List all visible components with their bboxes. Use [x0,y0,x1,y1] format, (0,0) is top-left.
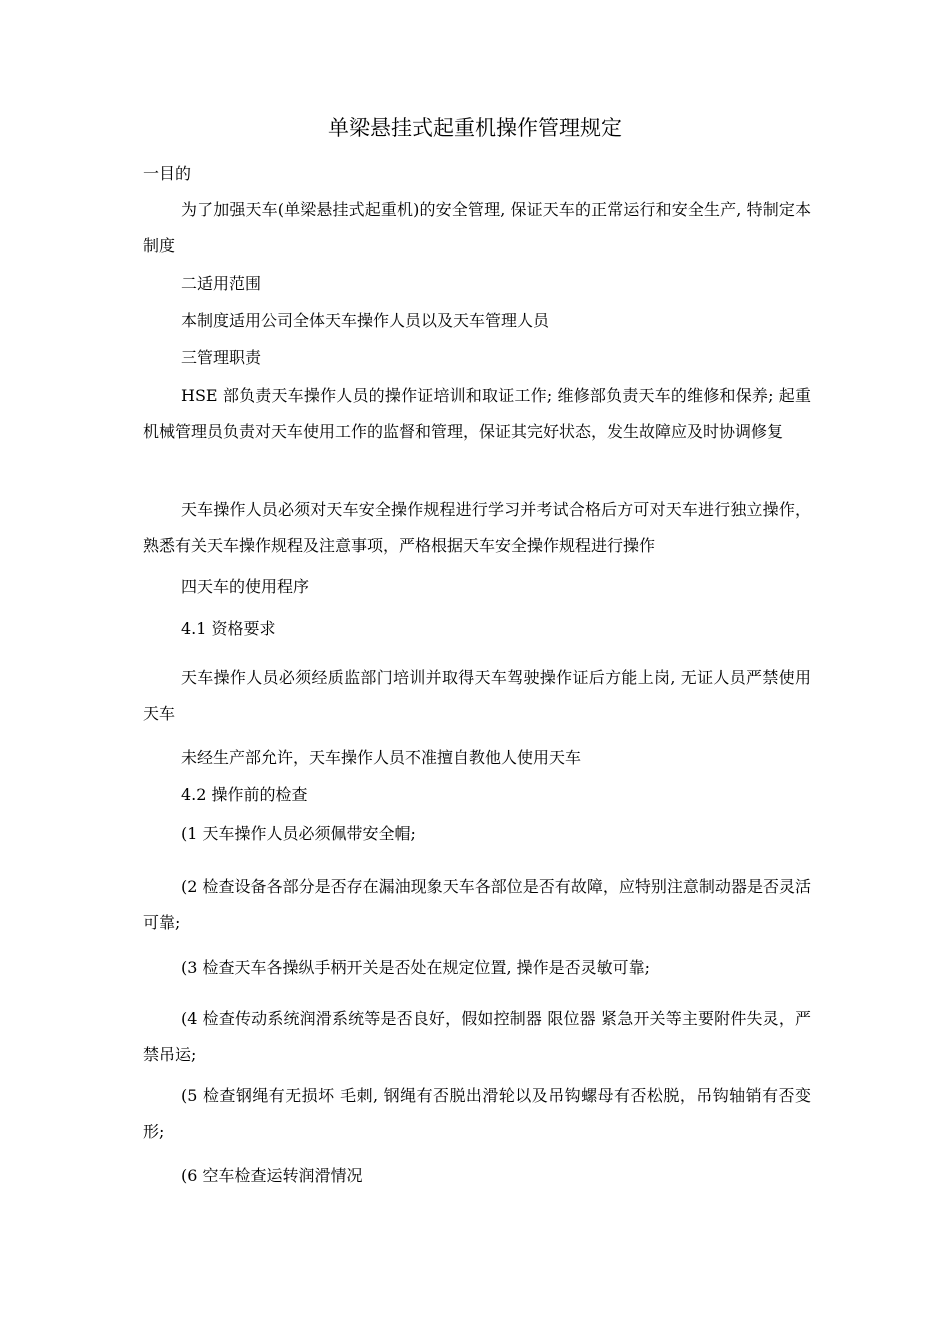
paragraph-qualification-2: 未经生产部允许，天车操作人员不准擅自教他人使用天车 [181,748,582,767]
heading-scope: 二适用范围 [181,274,262,293]
check-item-5: (5 检查钢绳有无损坏 毛刺, 钢绳有否脱出滑轮以及吊钩螺母有否松脱，吊钩轴销有否变形; [143,1086,811,1141]
check-item-4: (4 检查传动系统润滑系统等是否良好，假如控制器 限位器 紧急开关等主要附件失灵，严禁吊运; [143,1009,811,1064]
paragraph-responsibilities-2: 天车操作人员必须对天车安全操作规程进行学习并考试合格后方可对天车进行独立操作，熟悉有关天车操作规程及注意事项，严格根据天车安全操作规程进行操作 [143,500,811,555]
paragraph-responsibilities-1: HSE 部负责天车操作人员的操作证培训和取证工作; 维修部负责天车的维修和保养; 起重机械管理员负责对天车使用工作的监督和管理，保证其完好状态，发生故障应及时协调修复 [143,386,811,441]
heading-qualification: 4.1 资格要求 [181,619,276,638]
paragraph-qualification-1: 天车操作人员必须经质监部门培训并取得天车驾驶操作证后方能上岗, 无证人员严禁使用天车 [143,668,811,723]
heading-procedure: 四天车的使用程序 [181,577,310,596]
paragraph-scope: 本制度适用公司全体天车操作人员以及天车管理人员 [181,311,550,330]
check-item-1: (1 天车操作人员必须佩带安全帽; [181,824,416,843]
check-item-2: (2 检查设备各部分是否存在漏油现象天车各部位是否有故障，应特别注意制动器是否灵活可靠; [143,877,811,932]
document-title: 单梁悬挂式起重机操作管理规定 [328,116,622,140]
heading-pre-check: 4.2 操作前的检查 [181,785,308,804]
heading-purpose: 一目的 [143,164,192,183]
heading-responsibilities: 三管理职责 [181,348,262,367]
check-item-3: (3 检查天车各操纵手柄开关是否处在规定位置, 操作是否灵敏可靠; [181,958,651,977]
check-item-6: (6 空车检查运转润滑情况 [181,1166,363,1185]
paragraph-purpose: 为了加强天车(单梁悬挂式起重机)的安全管理, 保证天车的正常运行和安全生产, 特制定本制度 [143,200,811,255]
